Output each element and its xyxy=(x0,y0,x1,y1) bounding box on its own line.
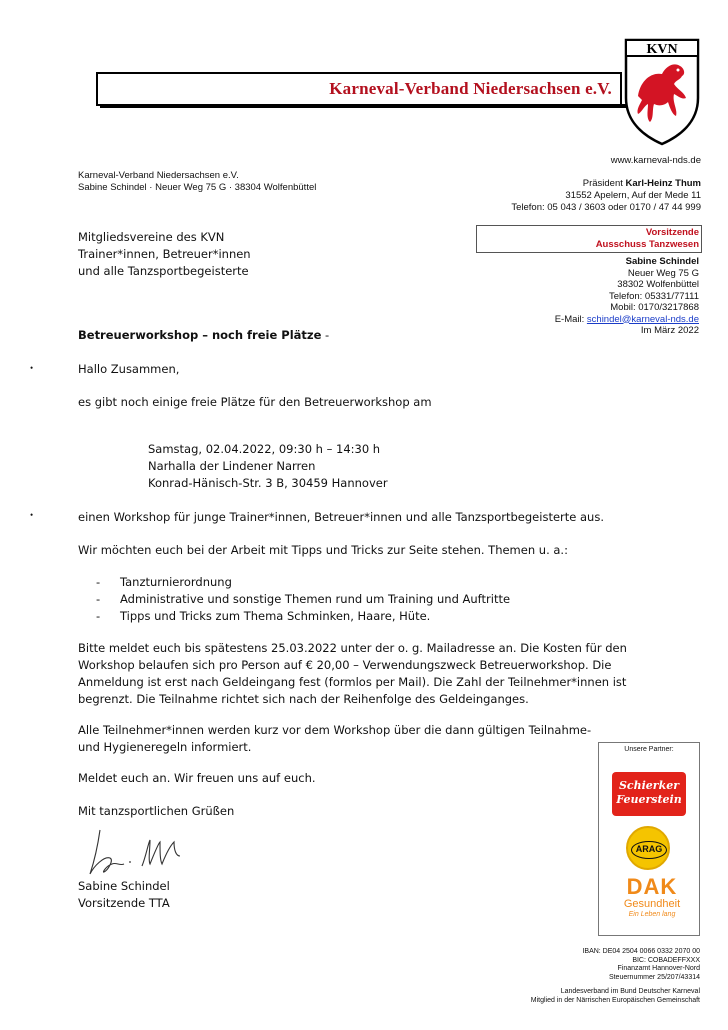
contact-phone: Telefon: 05331/77111 xyxy=(609,290,699,302)
dak-slogan: Ein Leben lang xyxy=(628,911,676,918)
letter-date: Im März 2022 xyxy=(640,325,699,336)
signer-role: Vorsitzende TTA xyxy=(78,896,170,910)
contact-street: Neuer Weg 75 G xyxy=(627,267,699,279)
description-text: einen Workshop für junge Trainer*innen, Betreuer*innen und alle Tanzsportbegeisterte aus. xyxy=(78,510,604,524)
tax-office: Finanzamt Hannover-Nord xyxy=(617,965,700,972)
topic-item: - Tanzturnierordnung xyxy=(96,575,232,589)
letter-subject xyxy=(78,327,329,344)
info-line-1: Alle Teilnehmer*innen werden kurz vor dem Workshop über die dann gültigen Teilnahme- xyxy=(78,723,592,737)
contact-mobile: Mobil: 0170/3217868 xyxy=(610,302,699,313)
logo-text: KVN xyxy=(646,42,678,57)
assoc-line-2: Mitglied in der Närrischen Europäischen Gemeinschaft xyxy=(530,996,700,1004)
schierker-line-2: Feuerstein xyxy=(616,793,682,806)
registration-line-4: begrenzt. Die Teilnahme richtet sich nach der Reihenfolge des Geldeinganges. xyxy=(78,692,529,706)
bullet-marker: • xyxy=(30,363,34,373)
role-line-1: Vorsitzende xyxy=(645,227,699,238)
event-venue: Narhalla der Lindener Narren xyxy=(148,459,316,473)
bullet-marker: • xyxy=(30,510,34,520)
president-block xyxy=(511,178,701,214)
schierker-line-1: Schierker xyxy=(618,779,680,792)
subject-suffix: - xyxy=(321,328,330,342)
bic: BIC: COBADEFFXXX xyxy=(632,956,700,964)
sender-line-1: Karneval-Verband Niedersachsen e.V. xyxy=(78,170,239,181)
president-phone: Telefon: 05 043 / 3603 oder 0170 / 47 44 999 xyxy=(511,202,701,213)
role-line-2: Ausschuss Tanzwesen xyxy=(595,239,699,250)
contact-email-label: E-Mail: xyxy=(554,313,587,325)
handwritten-signature xyxy=(84,822,214,882)
dak-logo xyxy=(612,876,692,919)
dak-text: DAK xyxy=(626,874,678,899)
topic-item: - Administrative und sonstige Themen rund um Training und Auftritte xyxy=(96,592,511,606)
closing-greeting: Mit tanzsportlichen Grüßen xyxy=(78,804,235,818)
recipient-line-2: Trainer*innen, Betreuer*innen xyxy=(78,247,251,261)
president-name: Karl-Heinz Thum xyxy=(625,178,701,189)
president-address: 31552 Apelern, Auf der Mede 11 xyxy=(565,190,701,201)
bank-details xyxy=(582,948,700,982)
topic-item: - Tipps und Tricks zum Thema Schminken, Haare, Hüte. xyxy=(96,609,431,623)
topics-intro: Wir möchten euch bei der Arbeit mit Tipps und Tricks zur Seite stehen. Themen u. a.: xyxy=(78,543,568,557)
topic-text: Tanzturnierordnung xyxy=(120,575,232,589)
event-block xyxy=(148,441,388,492)
sender-address xyxy=(78,170,316,194)
iban: IBAN: DE04 2504 0066 0332 2070 00 xyxy=(582,948,700,955)
role-text xyxy=(596,227,699,251)
arag-logo xyxy=(626,826,670,870)
event-date: Samstag, 02.04.2022, 09:30 h – 14:30 h xyxy=(148,442,381,456)
association-info xyxy=(531,988,700,1005)
topic-text: Administrative und sonstige Themen rund um Training und Auftritte xyxy=(120,592,511,606)
recipient-line-1: Mitgliedsvereine des KVN xyxy=(78,230,225,244)
tax-number: Steuernummer 25/207/43314 xyxy=(608,973,700,981)
event-address: Konrad-Hänisch-Str. 3 B, 30459 Hannover xyxy=(148,476,388,490)
recipient-block xyxy=(78,229,251,280)
closing-call: Meldet euch an. Wir freuen uns auf euch. xyxy=(78,771,316,785)
org-title: Karneval-Verband Niedersachsen e.V. xyxy=(329,79,612,98)
registration-line-3: Anmeldung ist erst nach Geldeingang fest (formlos per Mail). Die Zahl der Teilnehmer*innen ist xyxy=(78,675,627,689)
president-label: Präsident xyxy=(582,178,626,189)
kvn-logo xyxy=(622,36,702,146)
intro-text: es gibt noch einige freie Plätze für den Betreuerworkshop am xyxy=(78,395,432,409)
website[interactable]: www.karneval-nds.de xyxy=(610,155,701,166)
schierker-feuerstein-logo xyxy=(612,772,686,816)
sender-line-2: Sabine Schindel · Neuer Weg 75 G · 38304 Wolfenbüttel xyxy=(78,182,317,193)
topic-text: Tipps und Tricks zum Thema Schminken, Haare, Hüte. xyxy=(120,609,431,623)
signer-name: Sabine Schindel xyxy=(78,879,170,893)
dak-subtitle: Gesundheit xyxy=(623,898,681,910)
assoc-line-1: Landesverband im Bund Deutscher Karneval xyxy=(560,988,700,995)
subject-text: Betreuerworkshop – noch freie Plätze xyxy=(78,328,322,342)
registration-line-2: Workshop belaufen sich pro Person auf € 20,00 – Verwendungszweck Betreuerworkshop. Die xyxy=(78,658,612,672)
contact-name: Sabine Schindel xyxy=(625,256,699,267)
contact-city: 38302 Wolfenbüttel xyxy=(617,279,699,290)
recipient-line-3: und alle Tanzsportbegeisterte xyxy=(78,264,249,278)
greeting: Hallo Zusammen, xyxy=(78,362,180,376)
registration-line-1: Bitte meldet euch bis spätestens 25.03.2022 unter der o. g. Mailadresse an. Die Kosten für den xyxy=(78,641,627,655)
contact-email-link[interactable]: schindel@karneval-nds.de xyxy=(586,313,699,325)
contact-block xyxy=(555,256,699,337)
partners-label: Unsere Partner: xyxy=(624,746,674,753)
info-line-2: und Hygieneregeln informiert. xyxy=(78,740,252,754)
arag-text: ARAG xyxy=(631,841,667,859)
